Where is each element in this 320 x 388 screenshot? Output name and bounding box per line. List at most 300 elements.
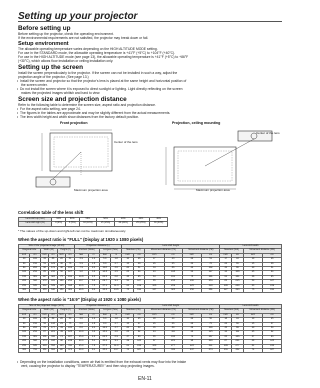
unit-header: inch bbox=[57, 313, 66, 317]
column-header: Standard (H0) bbox=[122, 249, 145, 253]
table-cell: 44.6 bbox=[99, 288, 110, 292]
table-cell: 60 bbox=[19, 322, 30, 326]
table-cell: 65 bbox=[220, 335, 232, 339]
table-row bbox=[19, 288, 282, 292]
correlation-cell: 5 (5%) bbox=[65, 222, 79, 226]
correlation-cell: Lens shift right (%) bbox=[19, 222, 52, 226]
table-cell: 34 bbox=[220, 266, 232, 270]
table-cell: 18 bbox=[220, 318, 232, 322]
column-header: Shortest (Wide) bbox=[74, 249, 99, 253]
table-cell: 89 bbox=[164, 326, 182, 330]
table-cell: 64 bbox=[220, 275, 232, 279]
table-cell: 374 bbox=[66, 348, 74, 352]
column-header: Movement distance (W1) bbox=[243, 309, 281, 313]
correlation-table bbox=[18, 217, 168, 227]
table-cell: 1.8 bbox=[88, 262, 99, 266]
table-cell: 311 bbox=[66, 344, 74, 348]
table-cell: 106 bbox=[220, 284, 232, 288]
unit-header: cm bbox=[30, 253, 41, 257]
correlation-cell: 40% bbox=[150, 218, 168, 222]
table-cell: 102 bbox=[66, 266, 74, 270]
table-cell: 15 bbox=[243, 322, 263, 326]
table-cell: 4.5 bbox=[111, 271, 122, 275]
unit-header: cm bbox=[202, 253, 220, 257]
table-cell: 95 bbox=[263, 275, 282, 279]
table-cell: 762 bbox=[30, 288, 41, 292]
table-cell: 381 bbox=[30, 335, 41, 339]
table-cell: 44 bbox=[164, 318, 182, 322]
table-cell: 9.1 bbox=[88, 348, 99, 352]
table-cell: 50 bbox=[134, 326, 145, 330]
table-cell: 37 bbox=[134, 322, 145, 326]
table-cell: 30 bbox=[57, 262, 66, 266]
table-cell: 9.0 bbox=[99, 322, 110, 326]
table-cell: 13.7 bbox=[111, 348, 122, 352]
table-cell: 6.8 bbox=[111, 275, 122, 279]
table-cell: 125 bbox=[134, 340, 145, 344]
table-cell: 3.7 bbox=[111, 326, 122, 330]
table-cell: 61 bbox=[122, 344, 134, 348]
column-header: Diagonal size bbox=[19, 249, 41, 253]
table-cell: 29 bbox=[57, 322, 66, 326]
env-line-4: (+30°C), which allows floor installation or ceiling installation only. bbox=[18, 59, 114, 63]
correlation-cell: 25 (25%) bbox=[132, 222, 150, 226]
table-cell: 150 bbox=[19, 335, 30, 339]
table-cell: 37.5 bbox=[99, 344, 110, 348]
table-cell: 191 bbox=[263, 288, 282, 292]
table-cell: 66 bbox=[232, 322, 243, 326]
full-table-caption: When the aspect ratio is "FULL" (Display at 1920 x 1080 pixels) bbox=[18, 237, 144, 242]
table-cell: 18 bbox=[145, 318, 164, 322]
table-cell: 26 bbox=[145, 322, 164, 326]
table-cell: 150 bbox=[182, 288, 201, 292]
footer-bullet: • Depending on the installation conditions, warm air that is emitted from the exhaust vents may flow into the intake bbox=[20, 360, 282, 364]
table-cell: 38 bbox=[122, 275, 134, 279]
before-heading: Before setting up bbox=[18, 25, 71, 32]
table-cell: 109 bbox=[220, 344, 232, 348]
table-cell: 62 bbox=[134, 331, 145, 335]
column-group-header: Projection distance (L) bbox=[74, 245, 122, 249]
table-cell: 1.8 bbox=[111, 258, 122, 262]
table-cell: 9.8 bbox=[74, 271, 88, 275]
table-cell: 49 bbox=[182, 331, 201, 335]
column-group-header: Lens shift width bbox=[220, 305, 282, 309]
table-cell: 34 bbox=[40, 258, 49, 262]
table-cell: 95 bbox=[134, 275, 145, 279]
screen-heading: Setting up the screen bbox=[18, 64, 83, 71]
table-cell: 14.8 bbox=[99, 271, 110, 275]
table-cell: 30.0 bbox=[74, 348, 88, 352]
unit-header: cm bbox=[232, 253, 243, 257]
correlation-cell: 48% bbox=[114, 218, 132, 222]
screen-bullet-1-cont: the screen center. bbox=[21, 83, 48, 87]
table-cell: 68 bbox=[40, 266, 49, 270]
table-cell: 102 bbox=[30, 318, 41, 322]
correlation-cell: 56% bbox=[79, 218, 97, 222]
table-cell: 25 bbox=[243, 271, 263, 275]
table-cell: 50 bbox=[202, 318, 220, 322]
table-cell: 75 bbox=[122, 288, 134, 292]
table-cell: 25 bbox=[122, 331, 134, 335]
table-cell: 156 bbox=[134, 344, 145, 348]
table-cell: 664 bbox=[49, 348, 57, 352]
table-cell: 187 bbox=[66, 335, 74, 339]
table-cell: 332 bbox=[164, 348, 182, 352]
table-cell: 3.0 bbox=[88, 271, 99, 275]
table-cell: 269 bbox=[232, 284, 243, 288]
table-cell: 26 bbox=[145, 262, 164, 266]
table-cell: 381 bbox=[66, 288, 74, 292]
table-cell: 5.9 bbox=[74, 262, 88, 266]
table-cell: 39 bbox=[182, 326, 201, 330]
table-cell: 125 bbox=[66, 331, 74, 335]
table-cell: 20 bbox=[182, 318, 201, 322]
table-cell: 215 bbox=[164, 280, 182, 284]
table-cell: 221 bbox=[232, 340, 243, 344]
table-cell: 177 bbox=[49, 326, 57, 330]
table-cell: 200 bbox=[19, 280, 30, 284]
unit-header: feet bbox=[74, 253, 88, 257]
sizes-bullet-2: • The figures in the tables are approximate and may be slightly different from the actual measurements. bbox=[20, 111, 282, 115]
table-cell: 172 bbox=[49, 266, 57, 270]
column-header: Diagonal size bbox=[19, 309, 41, 313]
table-cell: 75 bbox=[182, 275, 201, 279]
table-cell: 150 bbox=[19, 275, 30, 279]
table-cell: 85 bbox=[40, 271, 49, 275]
table-cell: 43 bbox=[220, 271, 232, 275]
unit-header: inch bbox=[243, 313, 263, 317]
table-cell: 152 bbox=[30, 262, 41, 266]
table-cell: 51 bbox=[202, 258, 220, 262]
table-cell: 20 bbox=[57, 258, 66, 262]
table-cell: 102 bbox=[202, 266, 220, 270]
table-cell: 65 bbox=[232, 262, 243, 266]
table-cell: 51 bbox=[263, 266, 282, 270]
table-cell: 249 bbox=[202, 340, 220, 344]
correlation-heading: Correlation table of the lens shift bbox=[18, 210, 84, 215]
table-cell: 15 bbox=[122, 262, 134, 266]
column-header: Standard (W0) bbox=[220, 309, 243, 313]
correlation-note: * The values of the up-down and right-left can not be maximum simultaneously. bbox=[18, 229, 127, 233]
table-cell: 65 bbox=[164, 262, 182, 266]
table-cell: 187 bbox=[202, 335, 220, 339]
table-cell: 29.6 bbox=[74, 288, 88, 292]
table-cell: 4.6 bbox=[88, 335, 99, 339]
table-row bbox=[19, 222, 168, 226]
table-cell: 89 bbox=[49, 318, 57, 322]
table-cell: 38 bbox=[243, 275, 263, 279]
table-cell: 4.5 bbox=[88, 275, 99, 279]
table-cell: 50 bbox=[182, 271, 201, 275]
column-group-header: Size of the projected image (16:10) bbox=[19, 245, 75, 249]
table-cell: 45.0 bbox=[99, 348, 110, 352]
screen-line-1: Install the screen perpendicularly to the projector. If the screen can not be installed in such a way, adjust the bbox=[18, 71, 178, 75]
table-cell: 127 bbox=[145, 288, 164, 292]
column-header: Standard (H0) bbox=[122, 309, 145, 313]
unit-header: cm bbox=[66, 253, 74, 257]
table-cell: 44 bbox=[145, 331, 164, 335]
table-cell: 191 bbox=[202, 275, 220, 279]
table-cell: 13.6 bbox=[111, 288, 122, 292]
table-cell: 127 bbox=[263, 280, 282, 284]
table-cell: 100 bbox=[66, 326, 74, 330]
table-cell: 44 bbox=[220, 331, 232, 335]
table-cell: 43 bbox=[164, 258, 182, 262]
table-cell: 12.0 bbox=[99, 326, 110, 330]
table-cell: 11.3 bbox=[111, 284, 122, 288]
table-cell: 7.6 bbox=[88, 344, 99, 348]
table-cell: 191 bbox=[134, 288, 145, 292]
table-cell: 11.4 bbox=[111, 344, 122, 348]
table-cell: 6.9 bbox=[111, 335, 122, 339]
table-cell: 30 bbox=[182, 262, 201, 266]
table-cell: 332 bbox=[232, 348, 243, 352]
unit-header: inch bbox=[57, 253, 66, 257]
table-cell: 64 bbox=[145, 275, 164, 279]
table-cell: 29 bbox=[182, 322, 201, 326]
table-cell: 10.0 bbox=[74, 331, 88, 335]
table-cell: 10 bbox=[122, 258, 134, 262]
unit-header: cm bbox=[263, 253, 282, 257]
unit-header: m bbox=[111, 253, 122, 257]
screen-line-2: projection angle of the projector. (See page 13.) bbox=[18, 75, 89, 79]
table-cell: 15 bbox=[243, 262, 263, 266]
table-cell: 37.1 bbox=[99, 284, 110, 288]
column-header: Longest (Tele) bbox=[99, 309, 122, 313]
table-cell: 86 bbox=[164, 266, 182, 270]
table-cell: 85 bbox=[145, 280, 164, 284]
env-heading: Setup environment bbox=[18, 41, 69, 47]
table-cell: 75 bbox=[202, 322, 220, 326]
table-cell: 318 bbox=[66, 284, 74, 288]
table-cell: 22.3 bbox=[99, 275, 110, 279]
column-header: Movement distance (H2) bbox=[182, 309, 220, 313]
table-cell: 26 bbox=[220, 262, 232, 266]
table-cell: 64 bbox=[134, 271, 145, 275]
table-cell: 25 bbox=[134, 318, 145, 322]
table-cell: 22.5 bbox=[99, 335, 110, 339]
table-cell: 250 bbox=[19, 284, 30, 288]
table-cell: 635 bbox=[30, 344, 41, 348]
table-cell: 332 bbox=[49, 335, 57, 339]
table-cell: 98 bbox=[57, 340, 66, 344]
table-cell: 34 bbox=[145, 266, 164, 270]
table-cell: 131 bbox=[40, 335, 49, 339]
table-cell: 187 bbox=[263, 348, 282, 352]
table-cell: 100 bbox=[19, 331, 30, 335]
table-cell: 26 bbox=[220, 322, 232, 326]
unit-header: cm bbox=[66, 313, 74, 317]
table-cell: 127 bbox=[220, 288, 232, 292]
unit-header: cm bbox=[164, 253, 182, 257]
column-group-header: Lens shift width bbox=[220, 245, 282, 249]
full-aspect-table bbox=[18, 244, 282, 293]
correlation-cell: 15 (15%) bbox=[97, 222, 115, 226]
table-cell: 123 bbox=[57, 344, 66, 348]
table-cell: 5.9 bbox=[99, 258, 110, 262]
table-cell: 86 bbox=[232, 266, 243, 270]
unit-header: cm bbox=[134, 253, 145, 257]
column-group-header: Lens shift height bbox=[122, 305, 220, 309]
table-cell: 539 bbox=[49, 284, 57, 288]
table-cell: 381 bbox=[202, 288, 220, 292]
table-cell: 221 bbox=[49, 331, 57, 335]
table-cell: 51 bbox=[66, 258, 74, 262]
table-cell: 11.8 bbox=[99, 266, 110, 270]
table-cell: 2.4 bbox=[88, 326, 99, 330]
unit-header: feet bbox=[99, 253, 110, 257]
table-cell: 4.6 bbox=[111, 331, 122, 335]
table-cell: 19.7 bbox=[74, 280, 88, 284]
table-cell: 159 bbox=[263, 284, 282, 288]
table-cell: 127 bbox=[40, 275, 49, 279]
table-cell: 191 bbox=[66, 275, 74, 279]
table-cell: 318 bbox=[202, 284, 220, 288]
table-cell: 64 bbox=[263, 271, 282, 275]
table-cell: 74 bbox=[243, 348, 263, 352]
table-cell: 25 bbox=[263, 318, 282, 322]
column-header: Longest (Tele) bbox=[99, 249, 122, 253]
table-cell: 300 bbox=[19, 348, 30, 352]
unit-header: cm bbox=[49, 313, 57, 317]
table-cell: 40 bbox=[19, 258, 30, 262]
correlation-cell: 20 (20%) bbox=[114, 222, 132, 226]
table-cell: 70 bbox=[40, 326, 49, 330]
table-cell: 323 bbox=[49, 275, 57, 279]
table-cell: 250 bbox=[19, 344, 30, 348]
table-cell: 1.8 bbox=[88, 322, 99, 326]
table-cell: 3.0 bbox=[88, 331, 99, 335]
table-cell: 635 bbox=[30, 284, 41, 288]
table-cell: 39 bbox=[57, 326, 66, 330]
unit-header: m bbox=[111, 313, 122, 317]
table-cell: 431 bbox=[49, 280, 57, 284]
sizes-bullet-1: • For the aspect ratio setting, see page 24. bbox=[20, 107, 282, 111]
table-cell: 51 bbox=[40, 262, 49, 266]
table-cell: 108 bbox=[164, 271, 182, 275]
table-cell: 74 bbox=[122, 348, 134, 352]
table-cell: 100 bbox=[202, 326, 220, 330]
table-cell: 131 bbox=[220, 348, 232, 352]
table-cell: 44 bbox=[232, 318, 243, 322]
table-cell: 161 bbox=[164, 275, 182, 279]
table-cell: 374 bbox=[202, 348, 220, 352]
table-cell: 159 bbox=[134, 284, 145, 288]
table-cell: 93 bbox=[263, 335, 282, 339]
table-cell: 187 bbox=[134, 348, 145, 352]
page-header bbox=[18, 6, 282, 22]
table-cell: 111 bbox=[164, 331, 182, 335]
ceiling-projection-label: Projection, ceiling mounting bbox=[172, 121, 221, 125]
column-header: Movement distance (H2) bbox=[182, 249, 220, 253]
table-cell: 63 bbox=[122, 284, 134, 288]
table-cell: 249 bbox=[66, 340, 74, 344]
table-cell: 311 bbox=[202, 344, 220, 348]
table-cell: 203 bbox=[30, 266, 41, 270]
table-cell: 127 bbox=[134, 280, 145, 284]
table-cell: 1.2 bbox=[88, 258, 99, 262]
column-header: Movement distance (W1) bbox=[243, 249, 281, 253]
table-cell: 166 bbox=[232, 335, 243, 339]
correlation-cell: 30 (30%) bbox=[150, 222, 168, 226]
table-cell: 20.0 bbox=[74, 340, 88, 344]
table-cell: 15.0 bbox=[99, 331, 110, 335]
table-cell: 2.4 bbox=[88, 266, 99, 270]
column-header: Movement distance (H1) bbox=[145, 249, 183, 253]
table-cell: 15.0 bbox=[74, 335, 88, 339]
table-cell: 1.2 bbox=[88, 318, 99, 322]
table-cell: 161 bbox=[232, 275, 243, 279]
table-cell: 38 bbox=[263, 262, 282, 266]
table-cell: 129 bbox=[49, 262, 57, 266]
table-cell: 125 bbox=[202, 331, 220, 335]
table-cell: 4.0 bbox=[74, 318, 88, 322]
table-cell: 62 bbox=[263, 331, 282, 335]
ceiling-projection-diagram bbox=[160, 127, 278, 195]
table-cell: 553 bbox=[49, 344, 57, 348]
table-cell: 14.8 bbox=[74, 275, 88, 279]
table-cell: 87 bbox=[220, 340, 232, 344]
table-cell: 76 bbox=[202, 262, 220, 266]
table-cell: 30.0 bbox=[99, 340, 110, 344]
table-cell: 20 bbox=[122, 266, 134, 270]
table-cell: 89 bbox=[232, 326, 243, 330]
table-cell: 98 bbox=[182, 340, 201, 344]
table-cell: 37 bbox=[243, 335, 263, 339]
screen-bullet-2: • Do not install the screen where it is exposed to direct sunlight or lighting. Light directly reflecting on the screen bbox=[20, 87, 282, 91]
unit-header: inch bbox=[40, 313, 49, 317]
unit-header: cm bbox=[202, 313, 220, 317]
table-cell: 215 bbox=[232, 280, 243, 284]
unit-header: cm bbox=[49, 253, 57, 257]
table-cell: 218 bbox=[40, 344, 49, 348]
column-group-header: Lens shift height bbox=[122, 245, 220, 249]
table-cell: 108 bbox=[232, 271, 243, 275]
table-cell: 85 bbox=[220, 280, 232, 284]
table-cell: 174 bbox=[40, 340, 49, 344]
table-cell: 43 bbox=[232, 258, 243, 262]
table-cell: 106 bbox=[145, 284, 164, 288]
unit-header: inch bbox=[182, 253, 201, 257]
table-cell: 125 bbox=[263, 340, 282, 344]
169-table-caption: When the aspect ratio is "16:9" (Display at 1920 x 1080 pixels) bbox=[18, 297, 141, 302]
table-cell: 133 bbox=[49, 322, 57, 326]
table-cell: 261 bbox=[40, 348, 49, 352]
table-cell: 646 bbox=[49, 288, 57, 292]
table-cell: 6.0 bbox=[88, 280, 99, 284]
table-cell: 29.7 bbox=[99, 280, 110, 284]
table-cell: 10 bbox=[243, 318, 263, 322]
correlation-cell: 60% bbox=[65, 218, 79, 222]
unit-header: m bbox=[88, 313, 99, 317]
table-cell: 26 bbox=[263, 258, 282, 262]
table-cell: 80 bbox=[19, 326, 30, 330]
unit-header: cm bbox=[30, 313, 41, 317]
table-cell: 147 bbox=[182, 348, 201, 352]
table-cell: 123 bbox=[182, 344, 201, 348]
table-cell: 15 bbox=[122, 322, 134, 326]
table-cell: 49 bbox=[57, 331, 66, 335]
table-cell: 8.9 bbox=[99, 262, 110, 266]
table-cell: 20 bbox=[122, 326, 134, 330]
column-header: Height (H) bbox=[57, 249, 74, 253]
correlation-cell: 52% bbox=[97, 218, 115, 222]
table-cell: 203 bbox=[30, 326, 41, 330]
table-cell: 150 bbox=[57, 288, 66, 292]
table-cell: 381 bbox=[30, 275, 41, 279]
table-cell: 508 bbox=[30, 280, 41, 284]
unit-header: inch bbox=[243, 253, 263, 257]
